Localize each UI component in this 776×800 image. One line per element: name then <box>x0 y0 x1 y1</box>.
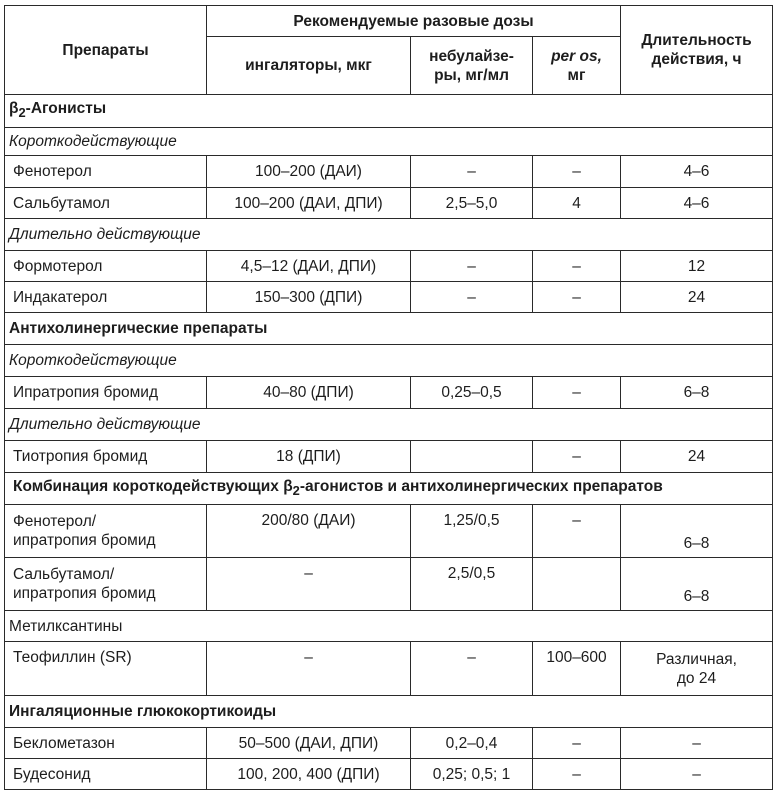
drug-name: Ипратропия бромид <box>5 377 207 409</box>
subsection-long-acting-2 <box>5 409 773 441</box>
table-row <box>5 188 773 219</box>
duration: 6–8 <box>621 377 773 409</box>
nebulizer-dose: 2,5/0,5 <box>411 558 533 611</box>
beta-subscript: 2 <box>292 483 300 499</box>
table-row <box>5 441 773 473</box>
nebulizer-dose: 0,2–0,4 <box>411 728 533 759</box>
table-row <box>5 156 773 188</box>
per-os-dose: – <box>533 759 621 790</box>
drug-name: Индакатерол <box>5 282 207 313</box>
table-row <box>5 728 773 759</box>
drug-name-line2: ипратропия бромид <box>13 585 156 602</box>
duration: 24 <box>621 282 773 313</box>
nebulizer-dose: – <box>411 156 533 188</box>
section-title: Метилксантины <box>5 611 773 642</box>
table-row <box>5 759 773 790</box>
nebulizer-dose: 0,25–0,5 <box>411 377 533 409</box>
duration-line1: Различная, <box>656 650 737 668</box>
header-duration <box>621 6 773 95</box>
subsection-title: Короткодействующие <box>5 128 773 156</box>
section-anticholinergic <box>5 313 773 345</box>
per-os-dose: 100–600 <box>533 642 621 696</box>
section-title: Антихолинергические препараты <box>5 313 773 345</box>
header-per-os-italic: per os, <box>551 47 602 65</box>
drug-name <box>5 558 207 611</box>
drug-name: Сальбутамол <box>5 188 207 219</box>
per-os-dose: – <box>533 251 621 282</box>
header-row-1 <box>5 6 773 37</box>
inhaler-dose: 100–200 (ДАИ, ДПИ) <box>207 188 411 219</box>
duration-line2: до 24 <box>676 669 717 687</box>
subsection-title: Длительно действующие <box>5 219 773 251</box>
header-inhalers: ингаляторы, мкг <box>207 37 411 95</box>
per-os-dose: 4 <box>533 188 621 219</box>
inhaler-dose: 100–200 (ДАИ) <box>207 156 411 188</box>
drug-name: Беклометазон <box>5 728 207 759</box>
header-nebulizers <box>411 37 533 95</box>
duration: – <box>621 759 773 790</box>
drug-name-line1: Фенотерол/ <box>13 513 97 530</box>
duration: 24 <box>621 441 773 473</box>
subsection-title: Длительно действующие <box>5 409 773 441</box>
inhaler-dose: 18 (ДПИ) <box>207 441 411 473</box>
per-os-dose: – <box>533 156 621 188</box>
nebulizer-dose: – <box>411 282 533 313</box>
section-title <box>5 95 773 128</box>
nebulizer-dose: 1,25/0,5 <box>411 505 533 558</box>
section-combination <box>5 473 773 505</box>
inhaler-dose: 100, 200, 400 (ДПИ) <box>207 759 411 790</box>
drug-name: Тиотропия бромид <box>5 441 207 473</box>
header-drugs: Препараты <box>5 6 207 95</box>
header-nebulizers-line2: ры, мг/мл <box>434 66 509 84</box>
section-title-part1: Комбинация короткодействующих β <box>13 477 293 495</box>
duration: 4–6 <box>621 188 773 219</box>
per-os-dose: – <box>533 377 621 409</box>
per-os-dose: – <box>533 282 621 313</box>
section-inhaled-corticosteroids <box>5 696 773 728</box>
section-methylxanthines <box>5 611 773 642</box>
drug-name: Будесонид <box>5 759 207 790</box>
duration: 4–6 <box>621 156 773 188</box>
subsection-title: Короткодействующие <box>5 345 773 377</box>
drug-name: Фенотерол <box>5 156 207 188</box>
table-row <box>5 642 773 696</box>
header-recommended-doses: Рекомендуемые разовые дозы <box>207 6 621 37</box>
duration: 6–8 <box>621 505 773 558</box>
per-os-dose <box>533 558 621 611</box>
duration: 6–8 <box>621 558 773 611</box>
drug-dose-table <box>4 5 773 790</box>
table-row <box>5 505 773 558</box>
nebulizer-dose: – <box>411 251 533 282</box>
nebulizer-dose: 0,25; 0,5; 1 <box>411 759 533 790</box>
table-row <box>5 377 773 409</box>
drug-name: Формотерол <box>5 251 207 282</box>
duration: 12 <box>621 251 773 282</box>
table-row <box>5 251 773 282</box>
section-title-rest: -Агонисты <box>25 100 107 118</box>
section-title-part2: -агонистов и антихолинергических препаратов <box>299 477 663 495</box>
section-beta-agonists <box>5 95 773 128</box>
header-duration-line1: Длительность <box>641 32 752 49</box>
per-os-dose: – <box>533 505 621 558</box>
section-title <box>5 473 773 505</box>
nebulizer-dose <box>411 441 533 473</box>
duration <box>621 642 773 696</box>
beta-subscript: 2 <box>18 105 26 121</box>
drug-name <box>5 505 207 558</box>
inhaler-dose: – <box>207 642 411 696</box>
subsection-long-acting-1 <box>5 219 773 251</box>
inhaler-dose: 50–500 (ДАИ, ДПИ) <box>207 728 411 759</box>
inhaler-dose: 4,5–12 (ДАИ, ДПИ) <box>207 251 411 282</box>
nebulizer-dose: – <box>411 642 533 696</box>
table-row <box>5 282 773 313</box>
drug-name-line2: ипратропия бромид <box>13 532 156 549</box>
table-row <box>5 558 773 611</box>
header-nebulizers-line1: небулайзе- <box>429 47 514 65</box>
inhaler-dose: 40–80 (ДПИ) <box>207 377 411 409</box>
drug-name-line1: Сальбутамол/ <box>13 566 115 583</box>
inhaler-dose: – <box>207 558 411 611</box>
per-os-dose: – <box>533 728 621 759</box>
header-duration-line2: действия, ч <box>651 51 742 68</box>
section-title: Ингаляционные глюкокортикоиды <box>5 696 773 728</box>
nebulizer-dose: 2,5–5,0 <box>411 188 533 219</box>
drug-name: Теофиллин (SR) <box>5 642 207 696</box>
subsection-short-acting-2 <box>5 345 773 377</box>
inhaler-dose: 150–300 (ДПИ) <box>207 282 411 313</box>
header-per-os-unit: мг <box>567 66 586 84</box>
inhaler-dose: 200/80 (ДАИ) <box>207 505 411 558</box>
duration: – <box>621 728 773 759</box>
beta-symbol: β <box>9 100 19 118</box>
per-os-dose: – <box>533 441 621 473</box>
subsection-short-acting-1 <box>5 128 773 156</box>
header-per-os <box>533 37 621 95</box>
